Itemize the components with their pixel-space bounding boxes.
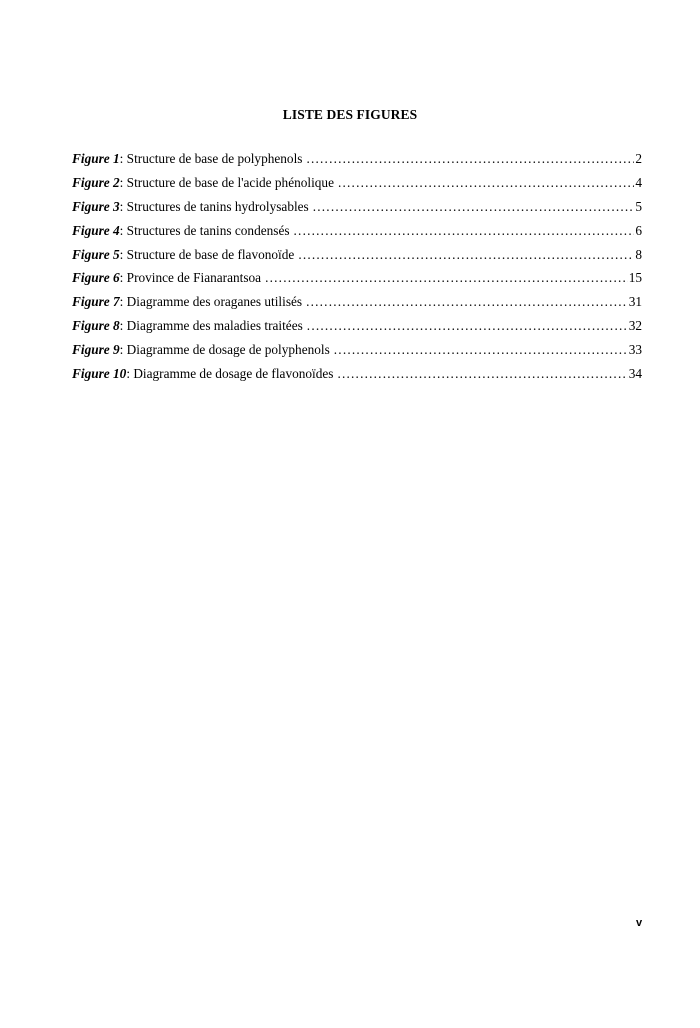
figure-caption: : Structure de base de l'acide phénolique bbox=[119, 174, 334, 190]
page-ref: 5 bbox=[635, 198, 642, 214]
dot-leader bbox=[307, 318, 628, 334]
figure-label: Figure 1 bbox=[72, 151, 120, 166]
figure-list bbox=[72, 151, 642, 390]
figure-caption: : Structure de base de polyphenols bbox=[119, 151, 303, 166]
figure-label: Figure 4 bbox=[72, 222, 120, 238]
toc-entry[interactable] bbox=[72, 247, 642, 271]
figure-caption: : Structures de tanins hydrolysables bbox=[119, 198, 309, 214]
figure-label: Figure 5 bbox=[72, 246, 120, 262]
page-ref: 31 bbox=[628, 294, 642, 310]
page-ref: 4 bbox=[635, 174, 642, 190]
figure-label: Figure 3 bbox=[72, 198, 120, 214]
figure-label: Figure 2 bbox=[72, 174, 120, 190]
figure-caption: : Structures de tanins condensés bbox=[119, 222, 290, 238]
dot-leader bbox=[298, 247, 634, 263]
dot-leader bbox=[306, 151, 634, 167]
page-ref: 2 bbox=[635, 151, 642, 166]
dot-leader bbox=[294, 223, 635, 239]
figure-caption: : Diagramme des maladies traitées bbox=[119, 318, 303, 334]
toc-entry[interactable] bbox=[72, 175, 642, 199]
toc-entry[interactable] bbox=[72, 342, 642, 366]
page-ref: 34 bbox=[628, 366, 642, 382]
page-ref: 6 bbox=[635, 222, 642, 238]
figure-label: Figure 9 bbox=[72, 342, 120, 358]
figure-caption: : Diagramme des oraganes utilisés bbox=[119, 294, 303, 310]
figure-label: Figure 7 bbox=[72, 294, 120, 310]
figure-caption: : Structure de base de flavonoïde bbox=[119, 246, 295, 262]
page-ref: 8 bbox=[635, 246, 642, 262]
figure-label: Figure 6 bbox=[72, 270, 120, 286]
toc-entry[interactable] bbox=[72, 151, 642, 175]
toc-entry[interactable] bbox=[72, 318, 642, 342]
page-title: LISTE DES FIGURES bbox=[282, 107, 418, 122]
dot-leader bbox=[334, 342, 628, 358]
figure-label: Figure 10 bbox=[72, 366, 127, 382]
dot-leader bbox=[338, 175, 634, 191]
dot-leader bbox=[313, 199, 635, 215]
toc-entry[interactable] bbox=[72, 223, 642, 247]
page-ref: 33 bbox=[628, 342, 642, 358]
page-ref: 15 bbox=[628, 270, 642, 286]
figure-caption: : Province de Fianarantsoa bbox=[119, 270, 262, 286]
page-number: v bbox=[636, 917, 643, 929]
toc-entry[interactable] bbox=[72, 270, 642, 294]
toc-entry[interactable] bbox=[72, 294, 642, 318]
toc-entry[interactable] bbox=[72, 199, 642, 223]
dot-leader bbox=[306, 294, 628, 310]
page-ref: 32 bbox=[628, 318, 642, 334]
toc-entry[interactable] bbox=[72, 366, 642, 390]
dot-leader bbox=[337, 366, 627, 382]
figure-caption: : Diagramme de dosage de polyphenols bbox=[119, 342, 330, 358]
dot-leader bbox=[265, 270, 628, 286]
figure-caption: : Diagramme de dosage de flavonoïdes bbox=[126, 366, 334, 382]
figure-label: Figure 8 bbox=[72, 318, 120, 334]
